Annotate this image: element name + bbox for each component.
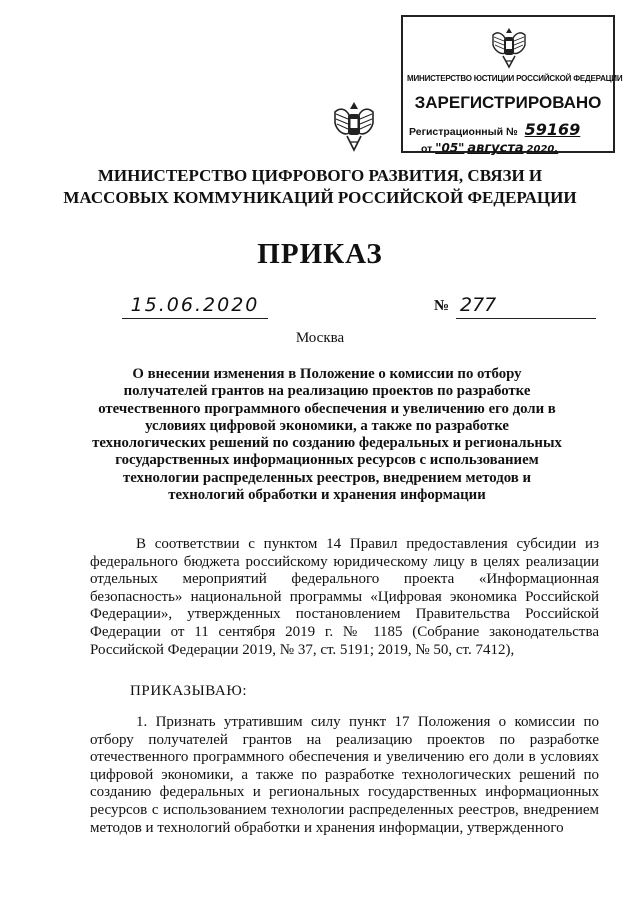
- order-subject: О внесении изменения в Положение о комиссии по отбору получателей грантов на реализацию проектов по разработке отечественного программного обеспечения и увеличению его доли в условиях цифровой экономики, а также по разработке технологических решений по созданию федеральных и региональных государственных информационных ресурсов с использованием технологии распределенных реестров, внедрением методов и технологий обработки и хранения информации: [92, 366, 562, 504]
- coat-of-arms-icon: [489, 25, 529, 71]
- stamp-ministry-text: МИНИСТЕРСТВО ЮСТИЦИИ РОССИЙСКОЙ ФЕДЕРАЦИИ: [407, 74, 623, 83]
- ministry-name: [0, 165, 640, 209]
- ministry-line-1: МИНИСТЕРСТВО ЦИФРОВОГО РАЗВИТИЯ, СВЯЗИ И: [97, 166, 543, 185]
- order-number: 277: [456, 292, 596, 319]
- stamp-date-label: от: [421, 143, 433, 155]
- stamp-reg-number: 59169: [524, 120, 581, 139]
- stamp-reg-number-line: [409, 120, 580, 139]
- stamp-date-month: августа: [467, 141, 524, 156]
- ministry-line-2: МАССОВЫХ КОММУНИКАЦИЙ РОССИЙСКОЙ ФЕДЕРАЦИИ: [63, 188, 577, 207]
- city: Москва: [295, 330, 345, 346]
- coat-of-arms-icon: [331, 100, 377, 154]
- item-1-paragraph: 1. Признать утратившим силу пункт 17 Положения о комиссии по отбору получателей грантов на реализацию проектов по разработке отечественного программного обеспечения и увеличению его доли в условиях цифровой экономики, а также по разработке технологических решений по созданию федеральных и региональных государственных информационных ресурсов с использованием технологии распределенных реестров, внедрением методов и технологий обработки и хранения информации, утвержденного: [90, 714, 599, 836]
- document-type-title: ПРИКАЗ: [257, 238, 383, 270]
- registration-stamp: [401, 15, 623, 156]
- stamp-date-year: 2020.: [526, 144, 559, 155]
- stamp-date-line: [421, 141, 558, 156]
- stamp-registered-text: ЗАРЕГИСТРИРОВАНО: [414, 93, 602, 112]
- order-word: ПРИКАЗЫВАЮ:: [130, 683, 248, 699]
- preamble-paragraph: В соответствии с пунктом 14 Правил предоставления субсидии из федерального бюджета российскому юридическому лицу в целях реализации отдельных мероприятий федерального проекта «Информационная безопасность» национальной программы «Цифровая экономика Российской Федерации», утвержденных постановлением Правительства Российской Федерации от 11 сентября 2019 г. № 1185 (Собрание законодательства Российской Федерации 2019, № 37, ст. 5191; 2019, № 50, ст. 7412),: [90, 536, 599, 658]
- stamp-reg-label: Регистрационный №: [409, 126, 518, 138]
- order-date: 15.06.2020: [122, 292, 268, 319]
- number-label: №: [434, 298, 450, 314]
- stamp-date-day: "05": [435, 141, 465, 155]
